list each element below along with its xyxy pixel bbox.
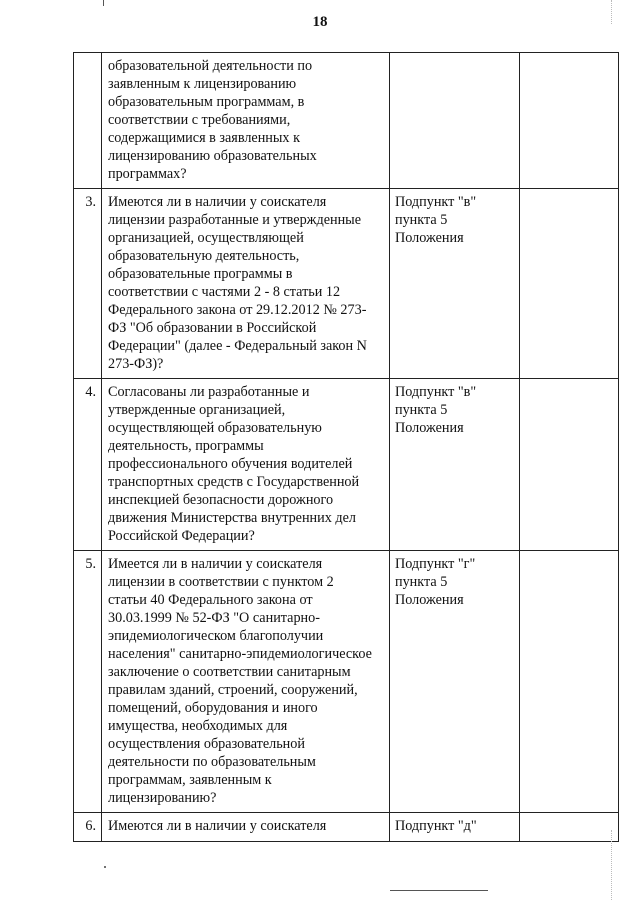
- cell-text-line: движения Министерства внутренних дел: [108, 510, 356, 526]
- cell-text-line: лицензированию образовательных: [108, 148, 317, 164]
- cell-text-line: Подпункт "в": [395, 194, 477, 210]
- cell-text-line: Подпункт "в": [395, 384, 477, 400]
- cell-text-line: правилам зданий, строений, сооружений,: [108, 682, 358, 698]
- cell-text-line: пункта 5: [395, 212, 448, 228]
- cell-text-line: статьи 40 Федерального закона от: [108, 592, 313, 608]
- cell-text-line: Имеются ли в наличии у соискателя: [108, 818, 327, 834]
- row-number: 4.: [74, 379, 102, 551]
- cell-text-line: осуществляющей образовательную: [108, 420, 322, 436]
- notes-cell: [520, 53, 619, 189]
- question-cell: [102, 379, 390, 551]
- cell-text-line: образовательной деятельности по: [108, 58, 313, 74]
- cell-text-line: пункта 5: [395, 574, 448, 590]
- cell-text-line: помещений, оборудования и иного: [108, 700, 318, 716]
- row-number: 5.: [74, 551, 102, 813]
- cell-text-line: Подпункт "д": [395, 818, 477, 834]
- cell-text-line: населения" санитарно-эпидемиологическое: [108, 646, 372, 662]
- table-row: [74, 189, 619, 379]
- cell-text-line: заявленным к лицензированию: [108, 76, 297, 92]
- cell-text-line: лицензированию?: [108, 790, 217, 806]
- scan-speck: [104, 866, 106, 868]
- cell-text-line: профессионального обучения водителей: [108, 456, 353, 472]
- cell-text-line: соответствии с частями 2 - 8 статьи 12: [108, 284, 341, 300]
- reference-cell: [390, 551, 520, 813]
- cell-text-line: Имеется ли в наличии у соискателя: [108, 556, 323, 572]
- question-cell: [102, 53, 390, 189]
- cell-text-line: 273-ФЗ)?: [108, 356, 164, 372]
- cell-text-line: заключение о соответствии санитарным: [108, 664, 351, 680]
- cell-text-line: соответствии с требованиями,: [108, 112, 291, 128]
- question-cell: [102, 551, 390, 813]
- reference-cell: [390, 813, 520, 842]
- cell-text-line: Положения: [395, 592, 464, 608]
- cell-text-line: инспекцией безопасности дорожного: [108, 492, 334, 508]
- notes-cell: [520, 379, 619, 551]
- cell-text-line: Федерального закона от 29.12.2012 № 273-: [108, 302, 367, 318]
- top-edge-mark: [103, 0, 104, 6]
- cell-text-line: лицензии разработанные и утвержденные: [108, 212, 362, 228]
- table-body: [74, 53, 619, 842]
- cell-text-line: образовательные программы в: [108, 266, 293, 282]
- cell-text-line: образовательную деятельность,: [108, 248, 300, 264]
- reference-cell: [390, 379, 520, 551]
- cell-text-line: Имеются ли в наличии у соискателя: [108, 194, 327, 210]
- cell-text-line: транспортных средств с Государственной: [108, 474, 360, 490]
- question-cell: [102, 813, 390, 842]
- cell-text-line: Российской Федерации?: [108, 528, 255, 544]
- cell-text-line: осуществления образовательной: [108, 736, 305, 752]
- notes-cell: [520, 813, 619, 842]
- row-number: 6.: [74, 813, 102, 842]
- cell-text-line: Положения: [395, 420, 464, 436]
- notes-cell: [520, 189, 619, 379]
- bottom-rule: [390, 890, 488, 891]
- reference-cell: [390, 189, 520, 379]
- cell-text-line: 30.03.1999 № 52-ФЗ "О санитарно-: [108, 610, 320, 626]
- row-number: 3.: [74, 189, 102, 379]
- scan-edge-artifact: [611, 830, 615, 900]
- cell-text-line: образовательным программам, в: [108, 94, 305, 110]
- cell-text-line: пункта 5: [395, 402, 448, 418]
- table-row: [74, 813, 619, 842]
- table-row: [74, 53, 619, 189]
- cell-text-line: деятельности по образовательным: [108, 754, 316, 770]
- row-number: [74, 53, 102, 189]
- cell-text-line: Федерации" (далее - Федеральный закон N: [108, 338, 367, 354]
- checklist-table: [73, 52, 619, 842]
- cell-text-line: утвержденные организацией,: [108, 402, 286, 418]
- cell-text-line: ФЗ "Об образовании в Российской: [108, 320, 317, 336]
- cell-text-line: содержащимися в заявленных к: [108, 130, 300, 146]
- page-number: 18: [312, 14, 328, 30]
- cell-text-line: эпидемиологическом благополучии: [108, 628, 324, 644]
- cell-text-line: Положения: [395, 230, 464, 246]
- notes-cell: [520, 551, 619, 813]
- cell-text-line: лицензии в соответствии с пунктом 2: [108, 574, 334, 590]
- cell-text-line: программах?: [108, 166, 187, 182]
- cell-text-line: имущества, необходимых для: [108, 718, 288, 734]
- cell-text-line: деятельность, программы: [108, 438, 264, 454]
- reference-cell: [390, 53, 520, 189]
- table-row: [74, 551, 619, 813]
- table-row: [74, 379, 619, 551]
- cell-text-line: программам, заявленным к: [108, 772, 272, 788]
- question-cell: [102, 189, 390, 379]
- cell-text-line: Подпункт "г": [395, 556, 476, 572]
- cell-text-line: Согласованы ли разработанные и: [108, 384, 310, 400]
- cell-text-line: организацией, осуществляющей: [108, 230, 304, 246]
